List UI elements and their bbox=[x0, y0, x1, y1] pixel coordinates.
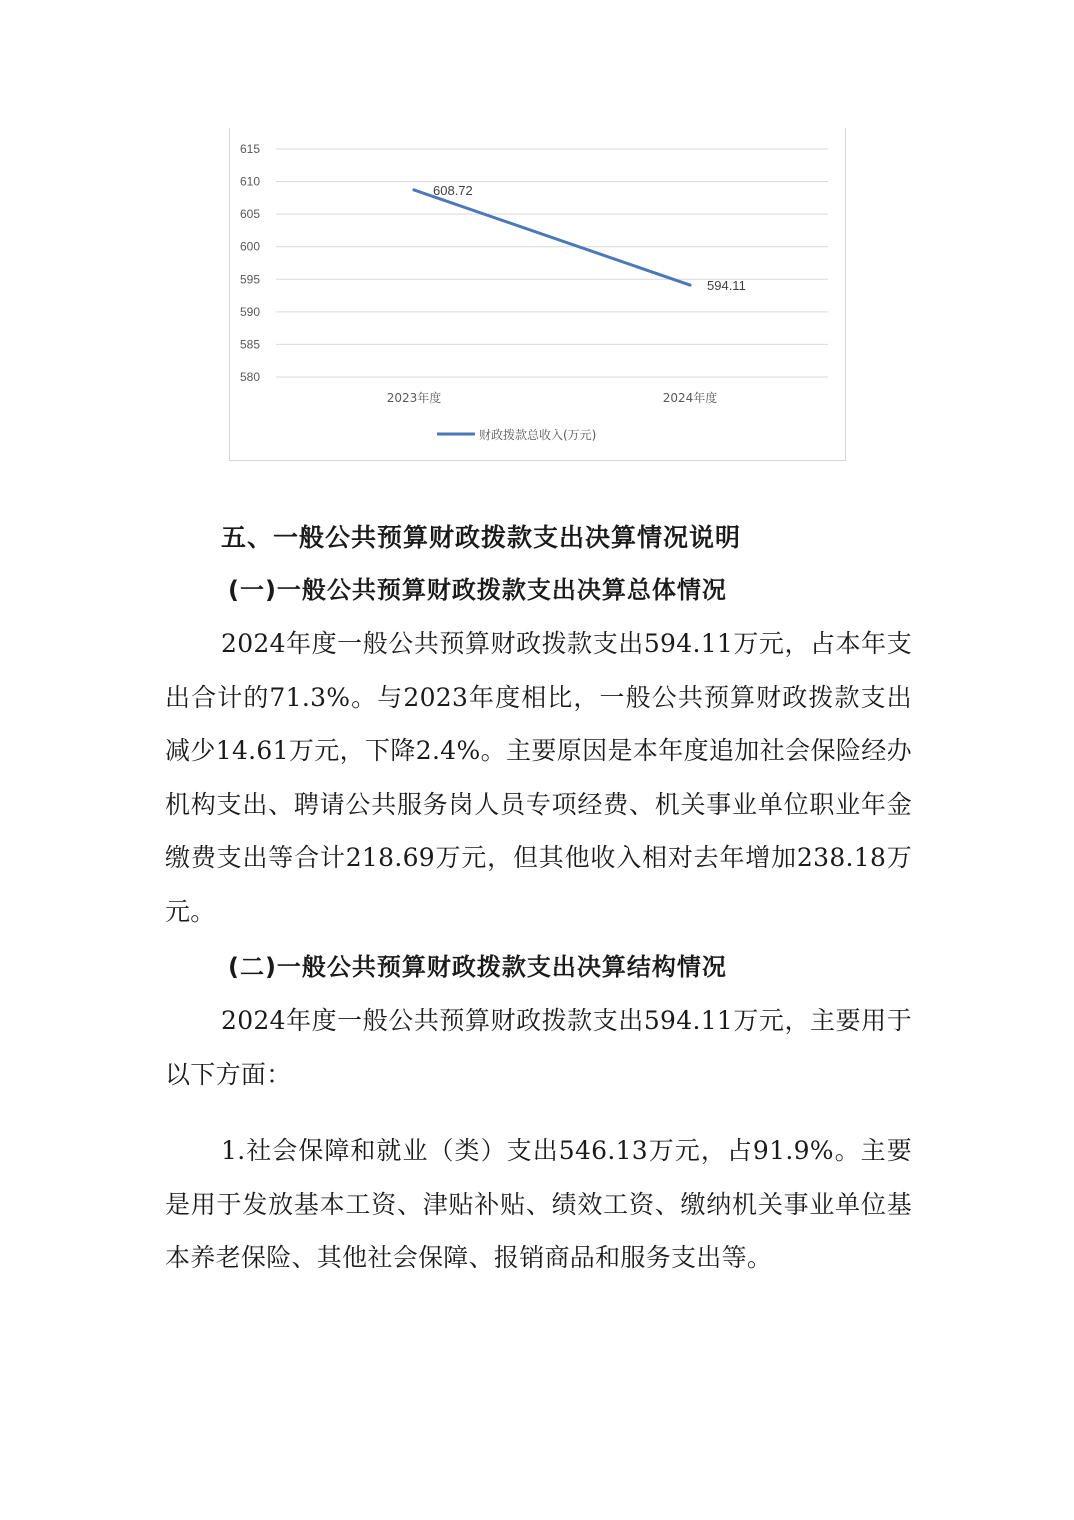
x-category-label: 2024年度 bbox=[662, 391, 718, 405]
y-tick-label: 610 bbox=[240, 174, 261, 189]
y-tick-label: 590 bbox=[240, 304, 261, 319]
legend-label: 财政拨款总收入(万元) bbox=[479, 428, 597, 442]
x-category-label: 2023年度 bbox=[386, 391, 442, 405]
y-tick-label: 605 bbox=[240, 207, 261, 222]
paragraph-structure: 2024年度一般公共预算财政拨款支出594.11万元，主要用于以下方面： bbox=[165, 1006, 912, 1089]
chart-canvas bbox=[230, 128, 847, 461]
y-tick-label: 600 bbox=[240, 239, 261, 254]
paragraph-overall: 2024年度一般公共预算财政拨款支出594.11万元，占本年支出合计的71.3%。与2023年度相比，一般公共预算财政拨款支出减少14.61万元，下降2.4%。主要原因是本年度追加社会保险经办机构支出、聘请公共服务岗人员专项经费、机关事业单位职业年金缴费支出等合计218.69万元，但其他收入相对去年增加238.18万元。 bbox=[165, 629, 912, 926]
revenue-line-chart bbox=[229, 128, 846, 461]
series-line bbox=[414, 190, 690, 285]
data-point bbox=[689, 284, 692, 287]
section-heading: 五、一般公共预算财政拨款支出决算情况说明 bbox=[221, 523, 742, 552]
data-label: 608.72 bbox=[433, 182, 473, 198]
subsection-heading-2: (二)一般公共预算财政拨款支出决算结构情况 bbox=[228, 953, 727, 981]
y-tick-label: 585 bbox=[240, 337, 261, 352]
data-label: 594.11 bbox=[707, 278, 746, 294]
subsection-heading-1: (一)一般公共预算财政拨款支出决算总体情况 bbox=[228, 576, 727, 604]
data-point bbox=[413, 188, 416, 191]
paragraph-item-1: 1.社会保障和就业（类）支出546.13万元，占91.9%。主要是用于发放基本工资、津贴补贴、绩效工资、缴纳机关事业单位基本养老保险、其他社会保障、报销商品和服务支出等。 bbox=[165, 1136, 912, 1272]
y-tick-label: 595 bbox=[240, 272, 261, 287]
y-tick-label: 615 bbox=[240, 142, 261, 156]
y-tick-label: 580 bbox=[240, 370, 261, 384]
